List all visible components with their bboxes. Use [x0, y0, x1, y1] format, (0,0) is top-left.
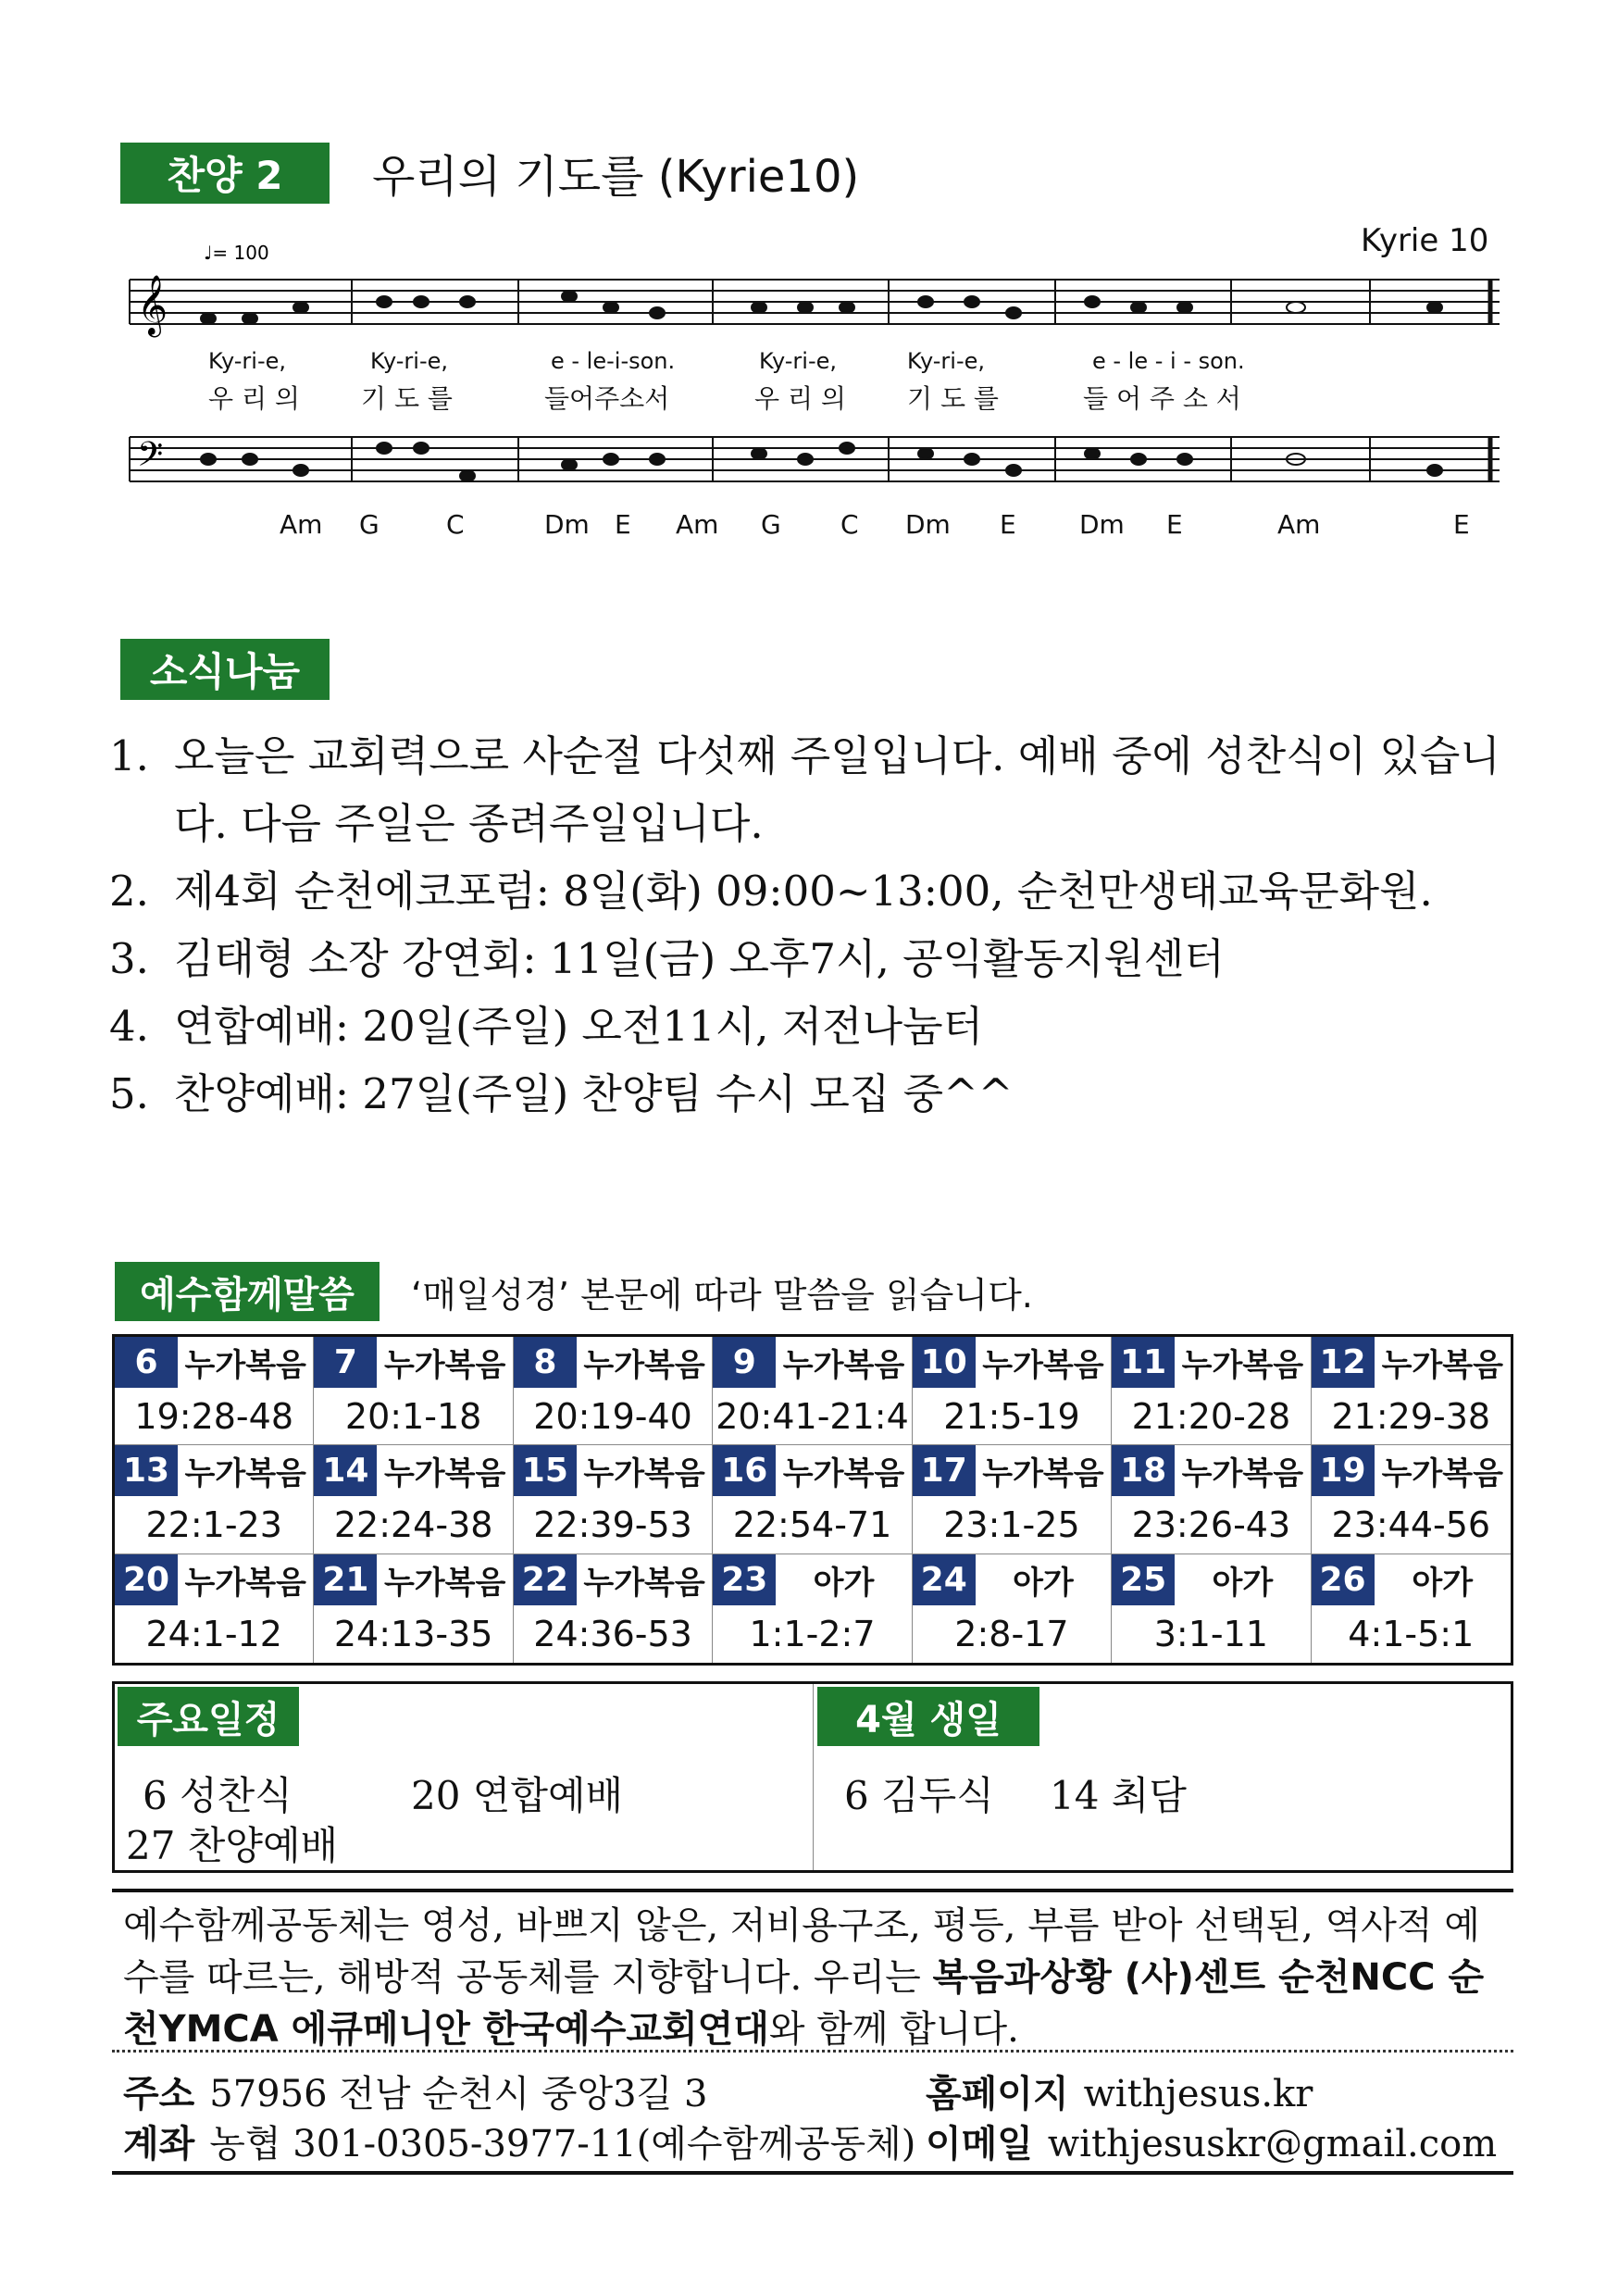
- bank-account: 계좌 농협 301-0305-3977-11(예수함께공동체): [123, 2123, 916, 2165]
- reading-ref: 23:1-25: [943, 1504, 1080, 1545]
- reading-section-label: 예수함께말씀: [115, 1262, 380, 1321]
- email: 이메일 withjesuskr@gmail.com: [926, 2123, 1498, 2165]
- reading-book: 누가복음: [583, 1347, 705, 1384]
- lyric-en: Ky-ri-e,: [759, 348, 838, 374]
- lyric-ko: 기 도 를: [907, 383, 999, 414]
- reading-ref: 4:1-5:1: [1348, 1613, 1475, 1654]
- hymn-section-label: 찬양 2: [120, 143, 330, 204]
- chord: E: [615, 509, 631, 540]
- reading-book: 누가복음: [782, 1455, 905, 1493]
- lyric-en: e - le-i-son.: [551, 348, 676, 374]
- reading-day: 15: [514, 1445, 577, 1496]
- reading-ref: 1:1-2:7: [749, 1613, 876, 1654]
- birthday-item: 6 김두식: [844, 1773, 994, 1818]
- reading-day: 13: [115, 1445, 178, 1496]
- lyric-ko: 들 어 주 소 서: [1083, 383, 1241, 414]
- reading-ref: 22:39-53: [533, 1504, 692, 1545]
- reading-cell: [913, 1554, 1112, 1663]
- reading-cell: [713, 1337, 912, 1445]
- dotted-divider: [112, 2050, 1513, 2053]
- lyric-en: e - le - i - son.: [1092, 348, 1245, 374]
- reading-book: 누가복음: [982, 1455, 1104, 1493]
- reading-ref: 2:8-17: [954, 1613, 1069, 1654]
- reading-ref: 3:1-11: [1153, 1613, 1268, 1654]
- reading-day: 22: [514, 1554, 577, 1605]
- info-box: [112, 1681, 1513, 1873]
- reading-day: 20: [115, 1554, 178, 1605]
- reading-cell: [314, 1554, 513, 1663]
- hymn-reference: Kyrie 10: [1361, 222, 1489, 259]
- reading-cell: [1312, 1554, 1511, 1663]
- reading-ref: 22:1-23: [145, 1504, 282, 1545]
- reading-day: 25: [1112, 1554, 1175, 1605]
- chord: Dm: [905, 509, 951, 540]
- news-section-label: 소식나눔: [120, 639, 330, 700]
- reading-book: 아가: [1412, 1564, 1474, 1602]
- reading-ref: 24:13-35: [333, 1613, 493, 1654]
- email-link[interactable]: withjesuskr@gmail.com: [1047, 2123, 1498, 2165]
- reading-cell: [713, 1554, 912, 1663]
- lyric-ko: 기 도 를: [361, 383, 453, 414]
- reading-ref: 21:20-28: [1131, 1395, 1291, 1437]
- chord: E: [1453, 509, 1470, 540]
- reading-cell: [1312, 1445, 1511, 1554]
- reading-cell: [115, 1554, 314, 1663]
- lyrics-english: [208, 348, 1245, 374]
- reading-ref: 21:5-19: [943, 1395, 1080, 1437]
- about-partners: 복음과상황 (사)센트 순천NCC 순천YMCA 에큐메니안 한국예수교회연대: [123, 1956, 1485, 2051]
- reading-book: 누가복음: [782, 1347, 905, 1384]
- chord: Am: [280, 509, 323, 540]
- reading-day: 10: [913, 1337, 976, 1388]
- reading-cell: [314, 1337, 513, 1445]
- music-score: [120, 241, 1509, 546]
- tempo-mark: ♩= 100: [204, 242, 269, 264]
- reading-book: 누가복음: [583, 1564, 705, 1602]
- chord: Am: [1277, 509, 1321, 540]
- reading-day: 19: [1312, 1445, 1375, 1496]
- reading-day: 8: [514, 1337, 577, 1388]
- reading-day: 26: [1312, 1554, 1375, 1605]
- news-list: [109, 722, 1525, 1128]
- reading-day: 7: [314, 1337, 377, 1388]
- bass-staff: [130, 437, 1500, 481]
- reading-cell: [115, 1337, 314, 1445]
- reading-book: 누가복음: [1181, 1455, 1304, 1493]
- lyric-en: Ky-ri-e,: [907, 348, 986, 374]
- homepage-link[interactable]: withjesus.kr: [1083, 2073, 1313, 2115]
- reading-book: 아가: [813, 1564, 875, 1602]
- bass-clef-icon: 𝄢: [137, 435, 164, 482]
- chord: C: [840, 509, 859, 540]
- reading-book: 아가: [1013, 1564, 1074, 1602]
- reading-cell: [514, 1445, 713, 1554]
- reading-day: 24: [913, 1554, 976, 1605]
- reading-day: 23: [713, 1554, 776, 1605]
- reading-cell: [913, 1445, 1112, 1554]
- reading-cell: [713, 1445, 912, 1554]
- reading-day: 16: [713, 1445, 776, 1496]
- reading-day: 12: [1312, 1337, 1375, 1388]
- reading-ref: 22:54-71: [732, 1504, 892, 1545]
- news-item: 2. 제4회 순천에코포럼: 8일(화) 09:00~13:00, 순천만생태교육문화원.: [109, 867, 1433, 916]
- reading-day: 21: [314, 1554, 377, 1605]
- treble-clef-icon: 𝄞: [137, 275, 168, 335]
- reading-ref: 19:28-48: [134, 1395, 293, 1437]
- footer-rule: [112, 1889, 1513, 1892]
- chord: E: [1000, 509, 1016, 540]
- reading-book: 누가복음: [1381, 1347, 1503, 1384]
- news-item: 5. 찬양예배: 27일(주일) 찬양팀 수시 모집 중^^: [109, 1069, 1014, 1118]
- chord-symbols: [280, 509, 1470, 540]
- chord: G: [359, 509, 380, 540]
- reading-cell: [913, 1337, 1112, 1445]
- news-item: 3. 김태형 소장 강연회: 11일(금) 오후7시, 공익활동지원센터: [109, 934, 1225, 983]
- schedule-item: 6 성찬식: [143, 1773, 292, 1818]
- reading-cell: [1112, 1337, 1311, 1445]
- chord: Dm: [544, 509, 590, 540]
- birthday-item: 14 최담: [1050, 1773, 1187, 1818]
- reading-ref: 20:1-18: [344, 1395, 482, 1437]
- chord: G: [761, 509, 781, 540]
- reading-book: 누가복음: [383, 1455, 506, 1493]
- reading-book: 누가복음: [1381, 1455, 1503, 1493]
- lyric-ko: 우 리 의: [208, 383, 300, 414]
- reading-ref: 23:26-43: [1131, 1504, 1291, 1545]
- reading-book: 누가복음: [383, 1347, 506, 1384]
- schedule-label: 주요일정: [118, 1687, 299, 1746]
- community-about: [123, 1900, 1512, 2055]
- chord: E: [1166, 509, 1183, 540]
- reading-book: 누가복음: [982, 1347, 1104, 1384]
- reading-day: 9: [713, 1337, 776, 1388]
- lyric-en: Ky-ri-e,: [370, 348, 449, 374]
- reading-cell: [1312, 1337, 1511, 1445]
- lyrics-korean: [208, 383, 1241, 414]
- about-tail: 와 함께 합니다.: [768, 2008, 1019, 2051]
- hymn-title: 우리의 기도를 (Kyrie10): [372, 151, 860, 203]
- reading-cell: [1112, 1554, 1311, 1663]
- news-item: 1. 오늘은 교회력으로 사순절 다섯째 주일입니다. 예배 중에 성찬식이 있습니다. 다음 주일은 종려주일입니다.: [109, 731, 1500, 848]
- chord: Dm: [1079, 509, 1125, 540]
- lyric-ko: 우 리 의: [754, 383, 846, 414]
- reading-book: 아가: [1212, 1564, 1274, 1602]
- reading-ref: 21:29-38: [1331, 1395, 1491, 1437]
- reading-book: 누가복음: [184, 1455, 306, 1493]
- footer-rule-bottom: [112, 2171, 1513, 2175]
- reading-day: 6: [115, 1337, 178, 1388]
- address: 주소 57956 전남 순천시 중앙3길 3: [123, 2073, 708, 2115]
- info-divider: [813, 1684, 814, 1870]
- reading-book: 누가복음: [1181, 1347, 1304, 1384]
- schedule-item: 20 연합예배: [411, 1773, 624, 1818]
- news-item: 4. 연합예배: 20일(주일) 오전11시, 저전나눔터: [109, 1002, 984, 1051]
- chord: C: [446, 509, 465, 540]
- reading-day: 18: [1112, 1445, 1175, 1496]
- birthday-label: 4월 생일: [817, 1687, 1039, 1746]
- reading-ref: 20:19-40: [533, 1395, 692, 1437]
- reading-cell: [514, 1337, 713, 1445]
- lyric-ko: 들어주소서: [544, 383, 670, 414]
- reading-cell: [514, 1554, 713, 1663]
- reading-day: 14: [314, 1445, 377, 1496]
- chord: Am: [676, 509, 719, 540]
- about-text: 예수함께공동체는 영성, 바쁘지 않은, 저비용구조, 평등, 부름 받아 선택된, 역사적 예수를 따르는, 해방적 공동체를 지향합니다. 우리는: [123, 1904, 1480, 1999]
- reading-ref: 22:24-38: [333, 1504, 493, 1545]
- schedule-item: 27 찬양예배: [126, 1823, 339, 1868]
- reading-ref: 24:1-12: [145, 1613, 282, 1654]
- homepage: 홈페이지 withjesus.kr: [926, 2073, 1313, 2115]
- reading-day: 17: [913, 1445, 976, 1496]
- reading-book: 누가복음: [383, 1564, 506, 1602]
- reading-book: 누가복음: [184, 1564, 306, 1602]
- reading-cell: [115, 1445, 314, 1554]
- reading-book: 누가복음: [184, 1347, 306, 1384]
- lyric-en: Ky-ri-e,: [208, 348, 287, 374]
- reading-day: 11: [1112, 1337, 1175, 1388]
- reading-cell: [1112, 1445, 1311, 1554]
- reading-cell: [314, 1445, 513, 1554]
- reading-ref: 20:41-21:4: [716, 1395, 909, 1437]
- reading-ref: 24:36-53: [533, 1613, 692, 1654]
- reading-table: [112, 1334, 1513, 1666]
- reading-book: 누가복음: [583, 1455, 705, 1493]
- reading-ref: 23:44-56: [1331, 1504, 1491, 1545]
- reading-note: ‘매일성경’ 본문에 따라 말씀을 읽습니다.: [411, 1275, 1033, 1316]
